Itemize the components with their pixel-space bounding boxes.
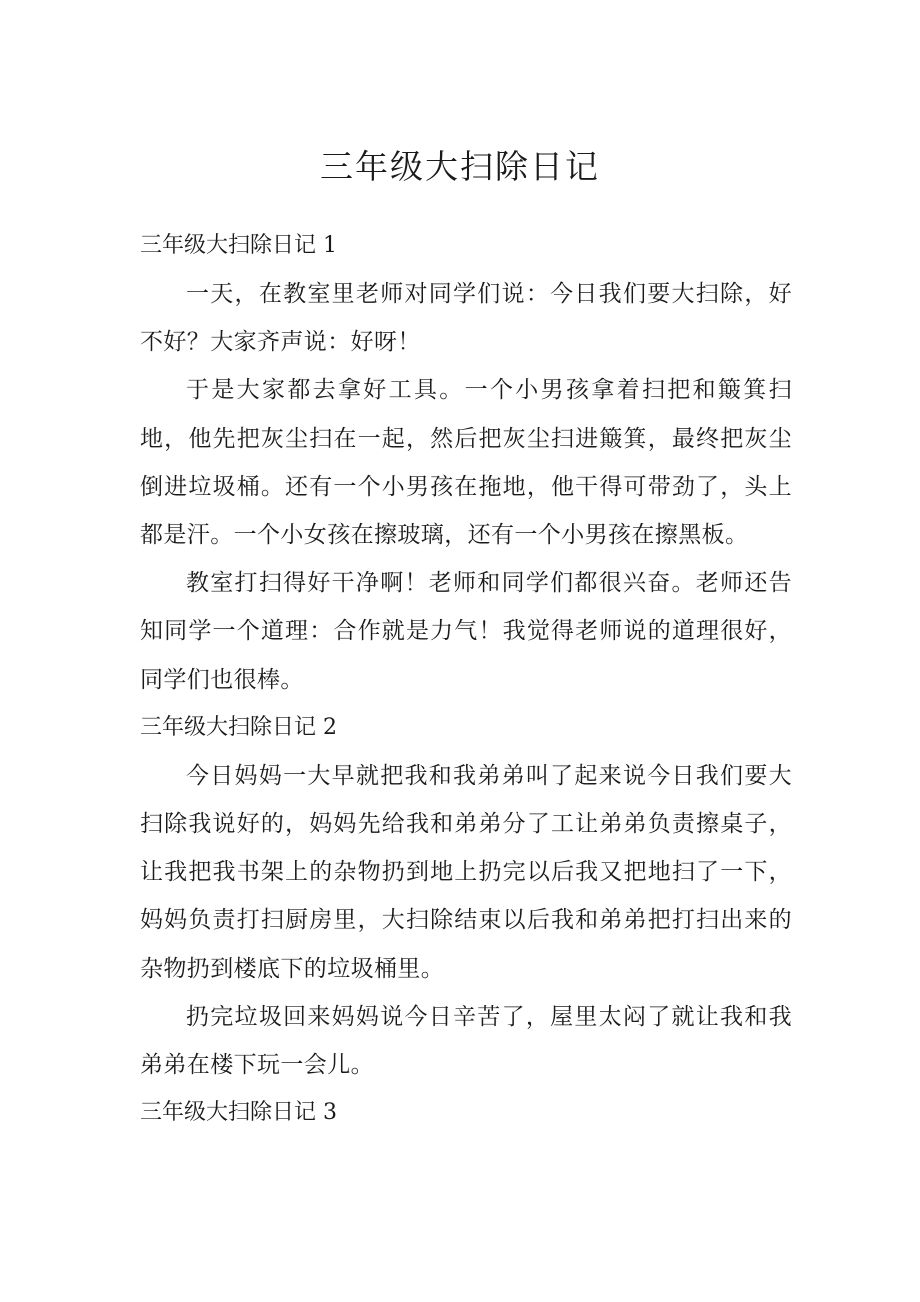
document-body <box>140 222 792 1137</box>
paragraph: 一天，在教室里老师对同学们说：今日我们要大扫除，好不好？大家齐声说：好呀！ <box>140 281 792 356</box>
diary-section-1 <box>140 222 792 704</box>
paragraph: 教室打扫得好干净啊！老师和同学们都很兴奋。老师还告知同学一个道理：合作就是力气！我觉得老师说的道理很好，同学们也很棒。 <box>140 570 792 693</box>
section-heading: 三年级大扫除日记 1 <box>140 233 337 258</box>
paragraph: 扔完垃圾回来妈妈说今日辛苦了，屋里太闷了就让我和我弟弟在楼下玩一会儿。 <box>140 1003 792 1079</box>
section-heading: 三年级大扫除日记 3 <box>140 1100 337 1126</box>
paragraph: 于是大家都去拿好工具。一个小男孩拿着扫把和簸箕扫地，他先把灰尘扫在一起，然后把灰尘扫进簸箕，最终把灰尘倒进垃圾桶。还有一个小男孩在拖地，他干得可带劲了，头上都是汗。一个小女孩在擦玻璃，还有一个小男孩在擦黑板。 <box>140 377 792 549</box>
diary-section-3 <box>140 1089 792 1137</box>
document-title: 三年级大扫除日记 <box>320 147 600 186</box>
section-heading: 三年级大扫除日记 2 <box>140 714 337 740</box>
diary-section-2 <box>140 704 792 1089</box>
paragraph: 今日妈妈一大早就把我和我弟弟叫了起来说今日我们要大扫除我说好的，妈妈先给我和弟弟分了工让弟弟负责擦桌子，让我把我书架上的杂物扔到地上扔完以后我又把地扫了一下，妈妈负责打扫厨房里，大扫除结束以后我和弟弟把打扫出来的杂物扔到楼底下的垃圾桶里。 <box>140 762 792 982</box>
